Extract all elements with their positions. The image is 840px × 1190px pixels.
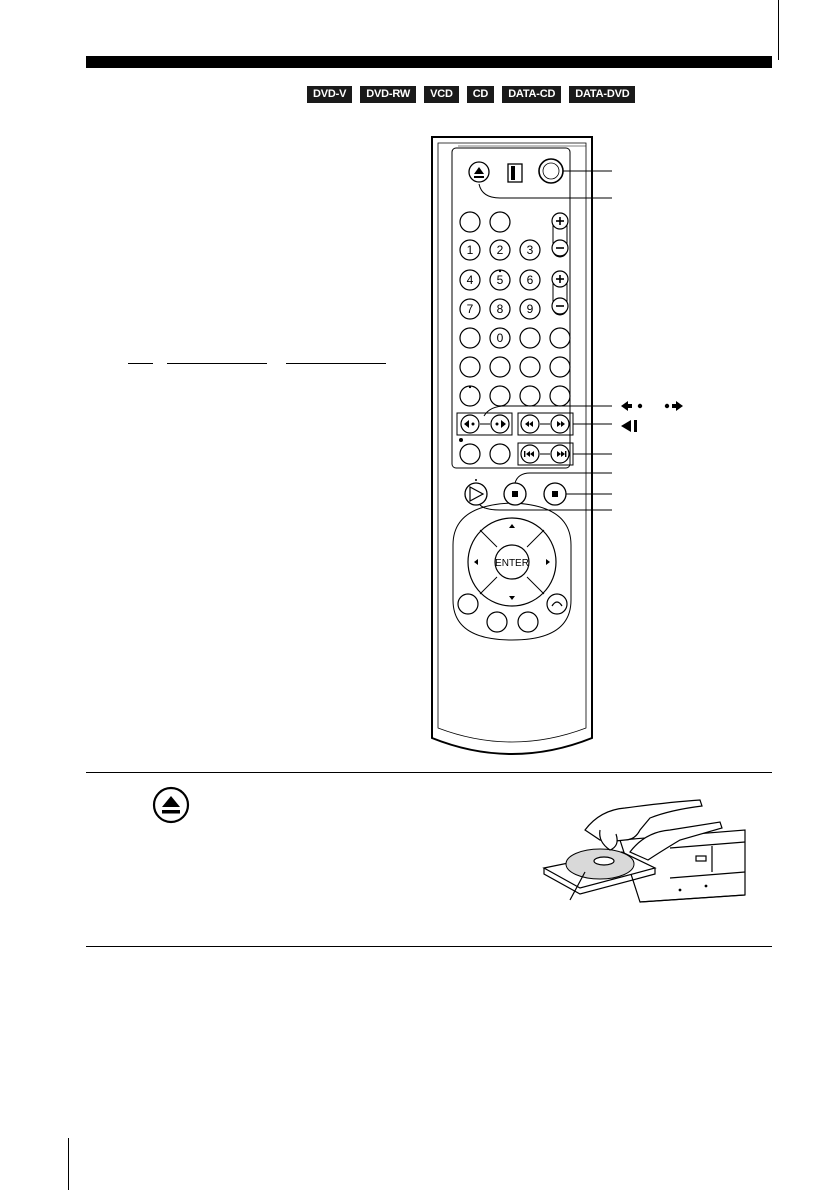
key-5: 5 <box>496 273 504 287</box>
badge-dvd-v: DVD-V <box>307 86 352 103</box>
badge-dvd-rw: DVD-RW <box>360 86 416 103</box>
enter-label: ENTER <box>495 558 529 569</box>
key-4: 4 <box>466 273 474 287</box>
eject-button-step <box>151 785 191 830</box>
key-8: 8 <box>496 302 504 316</box>
key-7: 7 <box>466 302 474 316</box>
badge-data-dvd: DATA-DVD <box>569 86 635 103</box>
key-1: 1 <box>466 243 474 257</box>
badge-data-cd: DATA-CD <box>502 86 561 103</box>
section-rule-bottom <box>86 946 772 947</box>
disc-tray-illustration <box>530 790 750 915</box>
badge-vcd: VCD <box>424 86 459 103</box>
mode-switch <box>508 164 522 182</box>
key-2: 2 <box>496 243 504 257</box>
section-rule-top <box>86 772 772 773</box>
eject-button-remote <box>469 162 489 182</box>
key-9: 9 <box>526 302 534 316</box>
key-6: 6 <box>526 273 534 287</box>
power-button <box>539 159 563 183</box>
key-0: 0 <box>496 331 504 345</box>
key-3: 3 <box>526 243 534 257</box>
badge-cd: CD <box>467 86 495 103</box>
page-edge-mark <box>68 1138 69 1190</box>
